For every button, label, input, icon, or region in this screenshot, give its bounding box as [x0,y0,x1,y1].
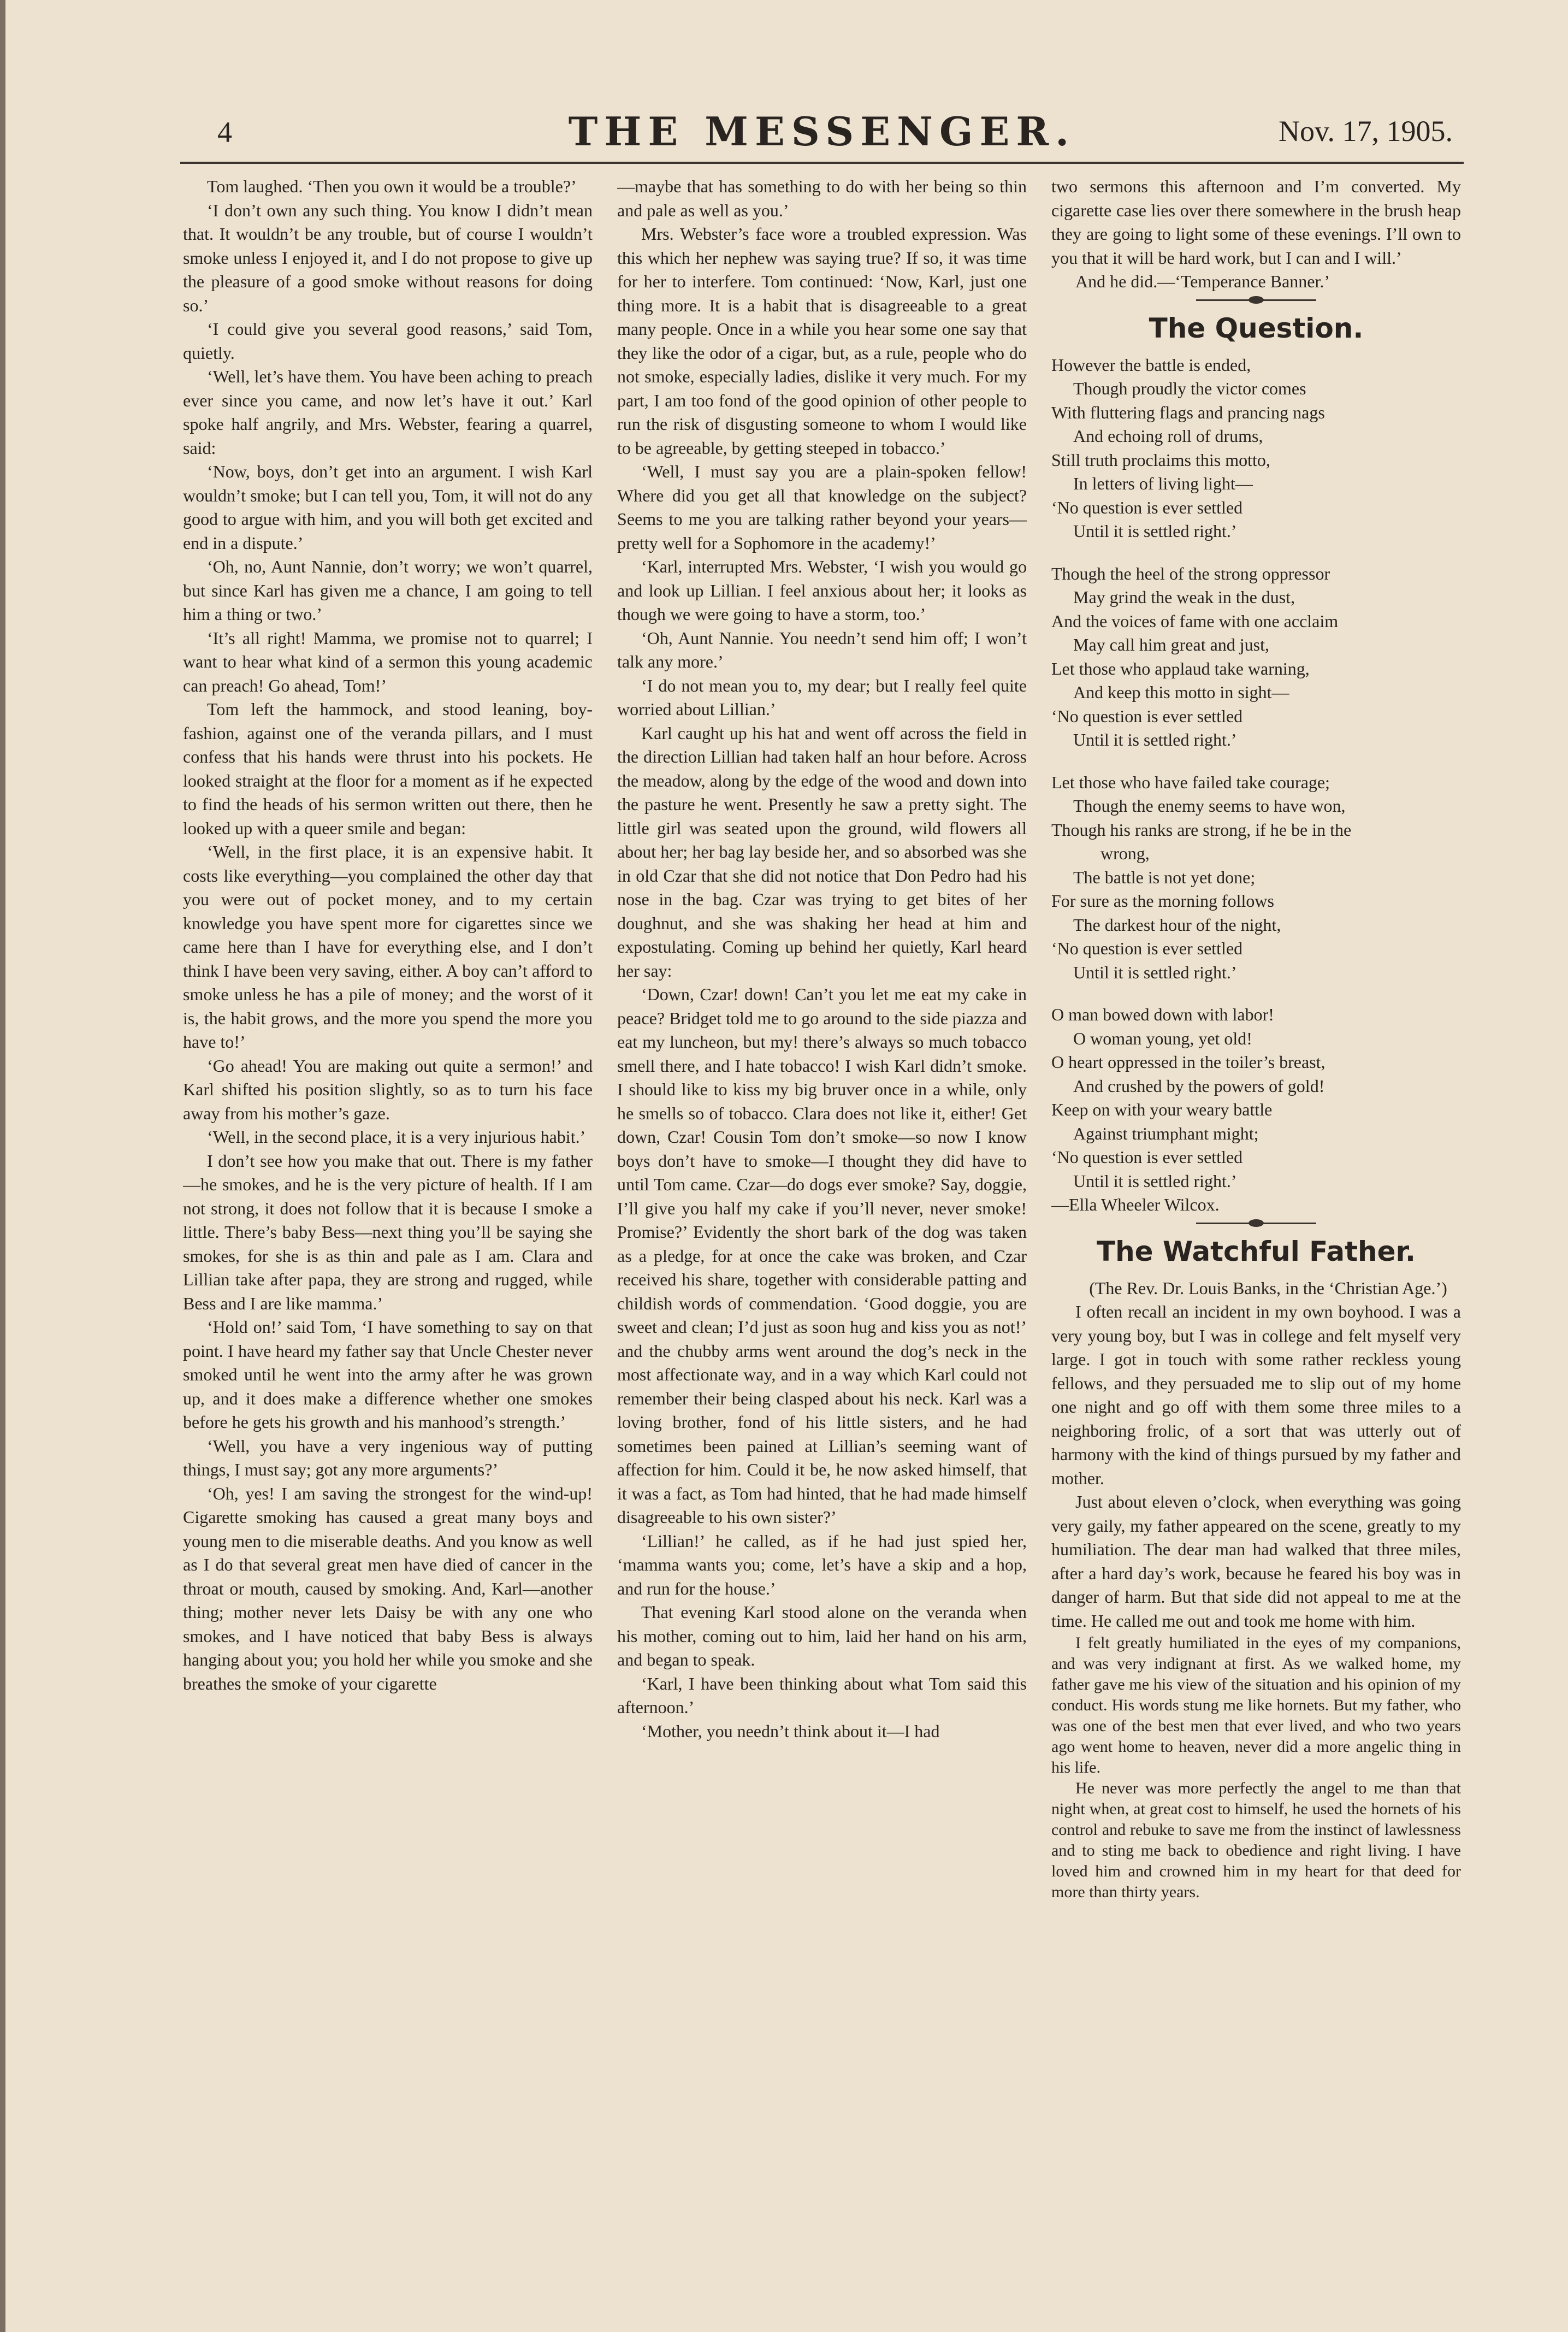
paragraph: ‘Hold on!’ said Tom, ‘I have something to say on that point. I have heard my father say that Uncle Chester never smoked until he went into the army after he was grown up, and it does make a difference whether one smokes before he gets his growth and his manhood’s strength.’ [183,1317,593,1432]
poem-line: Though proudly the victor comes [1073,379,1306,398]
poem-line: And crushed by the powers of gold! [1073,1076,1325,1096]
poem-line: However the battle is ended, [1051,355,1251,375]
poem-line: Keep on with your weary battle [1051,1100,1273,1119]
paragraph: ‘I don’t own any such thing. You know I didn’t mean that. It wouldn’t be any trouble, but of course I wouldn’t smoke unless I enjoyed it, and I do not propose to give up the pleasure of a good smoke without reasons for doing so.’ [183,200,593,315]
paragraph: ‘Karl, interrupted Mrs. Webster, ‘I wish you would go and look up Lillian. I feel anxious about her; it looks as though we were going to have a storm, too.’ [617,557,1027,624]
column-3 [1051,175,1461,2196]
poem-author: —Ella Wheeler Wilcox. [1051,1195,1220,1214]
poem-line: Though the heel of the strong oppressor [1051,563,1330,583]
paragraph: ‘I could give you several good reasons,’ said Tom, quietly. [183,319,593,363]
poem-line: And keep this motto in sight— [1073,682,1289,702]
poem-title: The Question. [1149,312,1364,344]
page-edge-shadow [0,0,5,2332]
poem-line: O woman young, yet old! [1073,1028,1252,1048]
paragraph: ‘Karl, I have been thinking about what Tom said this afternoon.’ [617,1673,1027,1717]
paragraph: He never was more perfectly the angel to me than that night when, at great cost to himself, he used the hornets of his control and rebuke to save me from the instinct of lawlessness and to sting me back to obedience and right living. I have loved him and crowned him in my heart for that deed for more than thirty years. [1051,1779,1461,1901]
paragraph: Mrs. Webster’s face wore a troubled expression. Was this which her nephew was saying true? If so, it was time for her to interfere. Tom continued: ‘Now, Karl, just one thing more. It is a habit that is disagreeable to a great many people. Once in a while you hear some one say that they like the odor of a cigar, but, as a rule, people who do not smoke, especially ladies, dislike it very much. For my part, I am too fond of the good opinion of other people to run the risk of disgusting someone to whom I would like to be agreeable, by getting steeped in tobacco.’ [617,224,1027,458]
issue-date: Nov. 17, 1905. [1279,115,1453,147]
poem-line: With fluttering flags and prancing nags [1051,402,1325,422]
paragraph: Karl caught up his hat and went off across the field in the direction Lillian had taken half an hour before. Across the meadow, along by the edge of the wood and down into the pasture he went. Presently he saw a pretty sight. The little girl was seated upon the ground, wild flowers all about her; her bag lay beside her, and so absorbed was she in old Czar that she did not notice that Don Pedro had his nose in the bag. Czar was trying to get bites of her doughnut, and she was shaking her head at him and expostulating. Coming up behind her quietly, Karl heard her say: [617,723,1027,981]
poem-line: Until it is settled right.’ [1073,1171,1237,1191]
paragraph: ‘Down, Czar! down! Can’t you let me eat my cake in peace? Bridget told me to go around to the side piazza and eat my luncheon, but my! there’s always so much tobacco smell there, and I hate tobacco! I wish Karl didn’t smoke. I should like to kiss my big bruver once in a while, only he smells so of tobacco. Clara does not like it, either! Get down, Czar! Cousin Tom don’t smoke—so now I know boys don’t have to smoke—I thought they did have to until Tom came. Czar—do dogs ever smoke? Say, doggie, I’ll give you half my cake if you’ll never, never smoke! Promise?’ Evidently the short bark of the dog was taken as a pledge, for at once the cake was broken, and Czar received his share, together with considerable patting and childish words of commendation. ‘Good doggie, you are sweet and clean; I’d just as soon hug and kiss you as not!’ and the chubby arms went around the dog’s neck in the most affectionate way, and in a way which Karl could not remember their being clasped about his neck. Karl was a loving brother, fond of his little sisters, and he had sometimes been pained at Lillian’s seeming want of affection for him. Could it be, he now asked himself, that it was a fact, as Tom had hinted, that he had made himself disagreeable to his own sister?’ [617,984,1027,1527]
poem-line: In letters of living light— [1073,474,1253,493]
paragraph: ‘Oh, no, Aunt Nannie, don’t worry; we won’t quarrel, but since Karl has given me a chance, I am going to tell him a thing or two.’ [183,557,593,624]
paragraph: I felt greatly humiliated in the eyes of my companions, and was very indignant at first. As we walked home, my father gave me his view of the situation and his opinion of my conduct. His words stung me like hornets. But my father, who was one of the best men that ever lived, and who two years ago went home to heaven, never did a more angelic thing in his life. [1051,1634,1461,1776]
paragraph: And he did.—‘Temperance Banner.’ [1075,271,1330,291]
masthead [180,108,1464,164]
paragraph: —maybe that has something to do with her being so thin and pale as well as you.’ [617,176,1027,220]
paragraph: ‘Well, you have a very ingenious way of putting things, I must say; got any more arguments?’ [183,1436,593,1479]
column-1 [183,175,593,2169]
newspaper-title: THE MESSENGER. [568,108,1076,155]
poem-line: Though the enemy seems to have won, [1073,796,1346,816]
paragraph: ‘It’s all right! Mamma, we promise not to quarrel; I want to hear what kind of a sermon this young academic can preach! Go ahead, Tom!’ [183,628,593,695]
poem-line: And echoing roll of drums, [1073,426,1263,446]
section-divider [1196,299,1316,301]
paragraph: ‘Well, let’s have them. You have been aching to preach ever since you came, and now let’s have it out.’ Karl spoke half angrily, and Mrs. Webster, fearing a quarrel, said: [183,367,593,458]
paragraph: ‘Well, in the second place, it is a very injurious habit.’ [207,1127,586,1147]
paragraph: That evening Karl stood alone on the veranda when his mother, coming out to him, laid her hand on his arm, and began to speak. [617,1602,1027,1669]
poem-line: O man bowed down with labor! [1051,1005,1274,1024]
poem-line: May call him great and just, [1073,635,1270,654]
poem-line: The battle is not yet done; [1073,867,1256,887]
paragraph: Just about eleven o’clock, when everything was going very gaily, my father appeared on the scene, greatly to my humiliation. The dear man had walked that three miles, after a hard day’s work, because he feared his boy was in danger of harm. But that side did not appeal to me at the time. He called me out and took me home with him. [1051,1492,1461,1631]
poem-line: Still truth proclaims this motto, [1051,450,1270,470]
paragraph: ‘Oh, yes! I am saving the strongest for the wind-up! Cigarette smoking has caused a great many boys and young men to die miserable deaths. And you know as well as I do that several great men have died of cancer in the throat or mouth, caused by smoking. And, Karl—another thing; mother never lets Daisy be with any one who smokes, and I have noticed that baby Bess is always hanging about you; you hold her while you smoke and she breathes the smoke of your cigarette [183,1483,593,1693]
poem-line: Until it is settled right.’ [1073,521,1237,541]
article-title: The Watchful Father. [1096,1235,1416,1267]
poem-line: ‘No question is ever settled [1051,497,1243,517]
paragraph: Tom laughed. ‘Then you own it would be a trouble?’ [207,176,577,196]
article-subhead: (The Rev. Dr. Louis Banks, in the ‘Christian Age.’) [1089,1278,1447,1298]
paragraph: Tom left the hammock, and stood leaning, boy-fashion, against one of the veranda pillars, and I must confess that his hands were thrust into his pockets. He looked straight at the floor for a moment as if he expected to find the heads of his sermon written out there, then he looked up with a queer smile and began: [183,699,593,838]
poem-line: For sure as the morning follows [1051,891,1274,911]
poem-line: Against triumphant might; [1073,1123,1259,1143]
poem-line: Until it is settled right.’ [1073,730,1237,749]
paragraph: ‘Now, boys, don’t get into an argument. I wish Karl wouldn’t smoke; but I can tell you, Tom, it will not do any good to argue with him, and you will both get excited and end in a dispute.’ [183,462,593,553]
page-number: 4 [217,116,232,149]
poem-line: Let those who have failed take courage; [1051,772,1330,792]
paragraph: ‘Go ahead! You are making out quite a sermon!’ and Karl shifted his position slightly, so as to turn his face away from his mother’s gaze. [183,1055,593,1123]
paragraph: two sermons this afternoon and I’m converted. My cigarette case lies over there somewhere in the brush heap they are going to light some of these evenings. I’ll own to you that it will be hard work, but I can and I will.’ [1051,176,1461,268]
paragraph: ‘Lillian!’ he called, as if he had just spied her, ‘mamma wants you; come, let’s have a skip and a hop, and run for the house.’ [617,1531,1027,1598]
poem-line: May grind the weak in the dust, [1073,587,1295,607]
poem [1051,353,1461,1217]
paragraph: ‘I do not mean you to, my dear; but I really feel quite worried about Lillian.’ [617,675,1027,719]
paragraph: ‘Well, I must say you are a plain-spoken fellow! Where did you get all that knowledge on the subject? Seems to me you are talking rather beyond your years—pretty well for a Sophomore in the academy!’ [617,462,1027,553]
poem-line: Let those who applaud take warning, [1051,658,1310,678]
poem-line: ‘No question is ever settled [1051,706,1243,726]
paragraph: I often recall an incident in my own boyhood. I was a very young boy, but I was in college and felt myself very large. I got in touch with some rather reckless young fellows, and they persuaded me to slip out of my home one night and go off with them some three miles to a neighboring frolic, of a sort that was utterly out of harmony with the kind of things pursued by my father and mother. [1051,1302,1461,1488]
column-2 [617,175,1027,2169]
poem-line: O heart oppressed in the toiler’s breast, [1051,1052,1326,1072]
masthead-rule [180,162,1464,164]
poem-line: Until it is settled right.’ [1073,962,1237,982]
poem-line: And the voices of fame with one acclaim [1051,611,1339,631]
poem-line: wrong, [1100,843,1150,863]
section-divider [1196,1223,1316,1224]
poem-line: Though his ranks are strong, if he be in the [1051,819,1352,840]
paragraph: ‘Oh, Aunt Nannie. You needn’t send him off; I won’t talk any more.’ [617,628,1027,671]
paragraph: ‘Mother, you needn’t think about it—I had [641,1721,940,1741]
small-print-block [1051,1633,1461,1903]
poem-line: The darkest hour of the night, [1073,914,1281,935]
poem-line: ‘No question is ever settled [1051,938,1243,958]
paragraph: I don’t see how you make that out. There is my father—he smokes, and he is the very picture of health. If I am not strong, it does not follow that it is because I smoke a little. There’s baby Bess—next thing you’ll be saying she smokes, for she is as thin and pale as I am. Clara and Lillian take after papa, they are strong and rugged, while Bess and I are like mamma.’ [183,1150,593,1313]
poem-line: ‘No question is ever settled [1051,1147,1243,1167]
paragraph: ‘Well, in the first place, it is an expensive habit. It costs like everything—you complained the other day that you were out of pocket money, and to my certain knowledge you have spent more for cigarettes since we came here than I have for everything else, and I don’t think I have been very saving, either. A boy can’t afford to smoke unless he has a pile of money; and the worst of it is, the habit grows, and the more you spend the more you have to!’ [183,842,593,1052]
